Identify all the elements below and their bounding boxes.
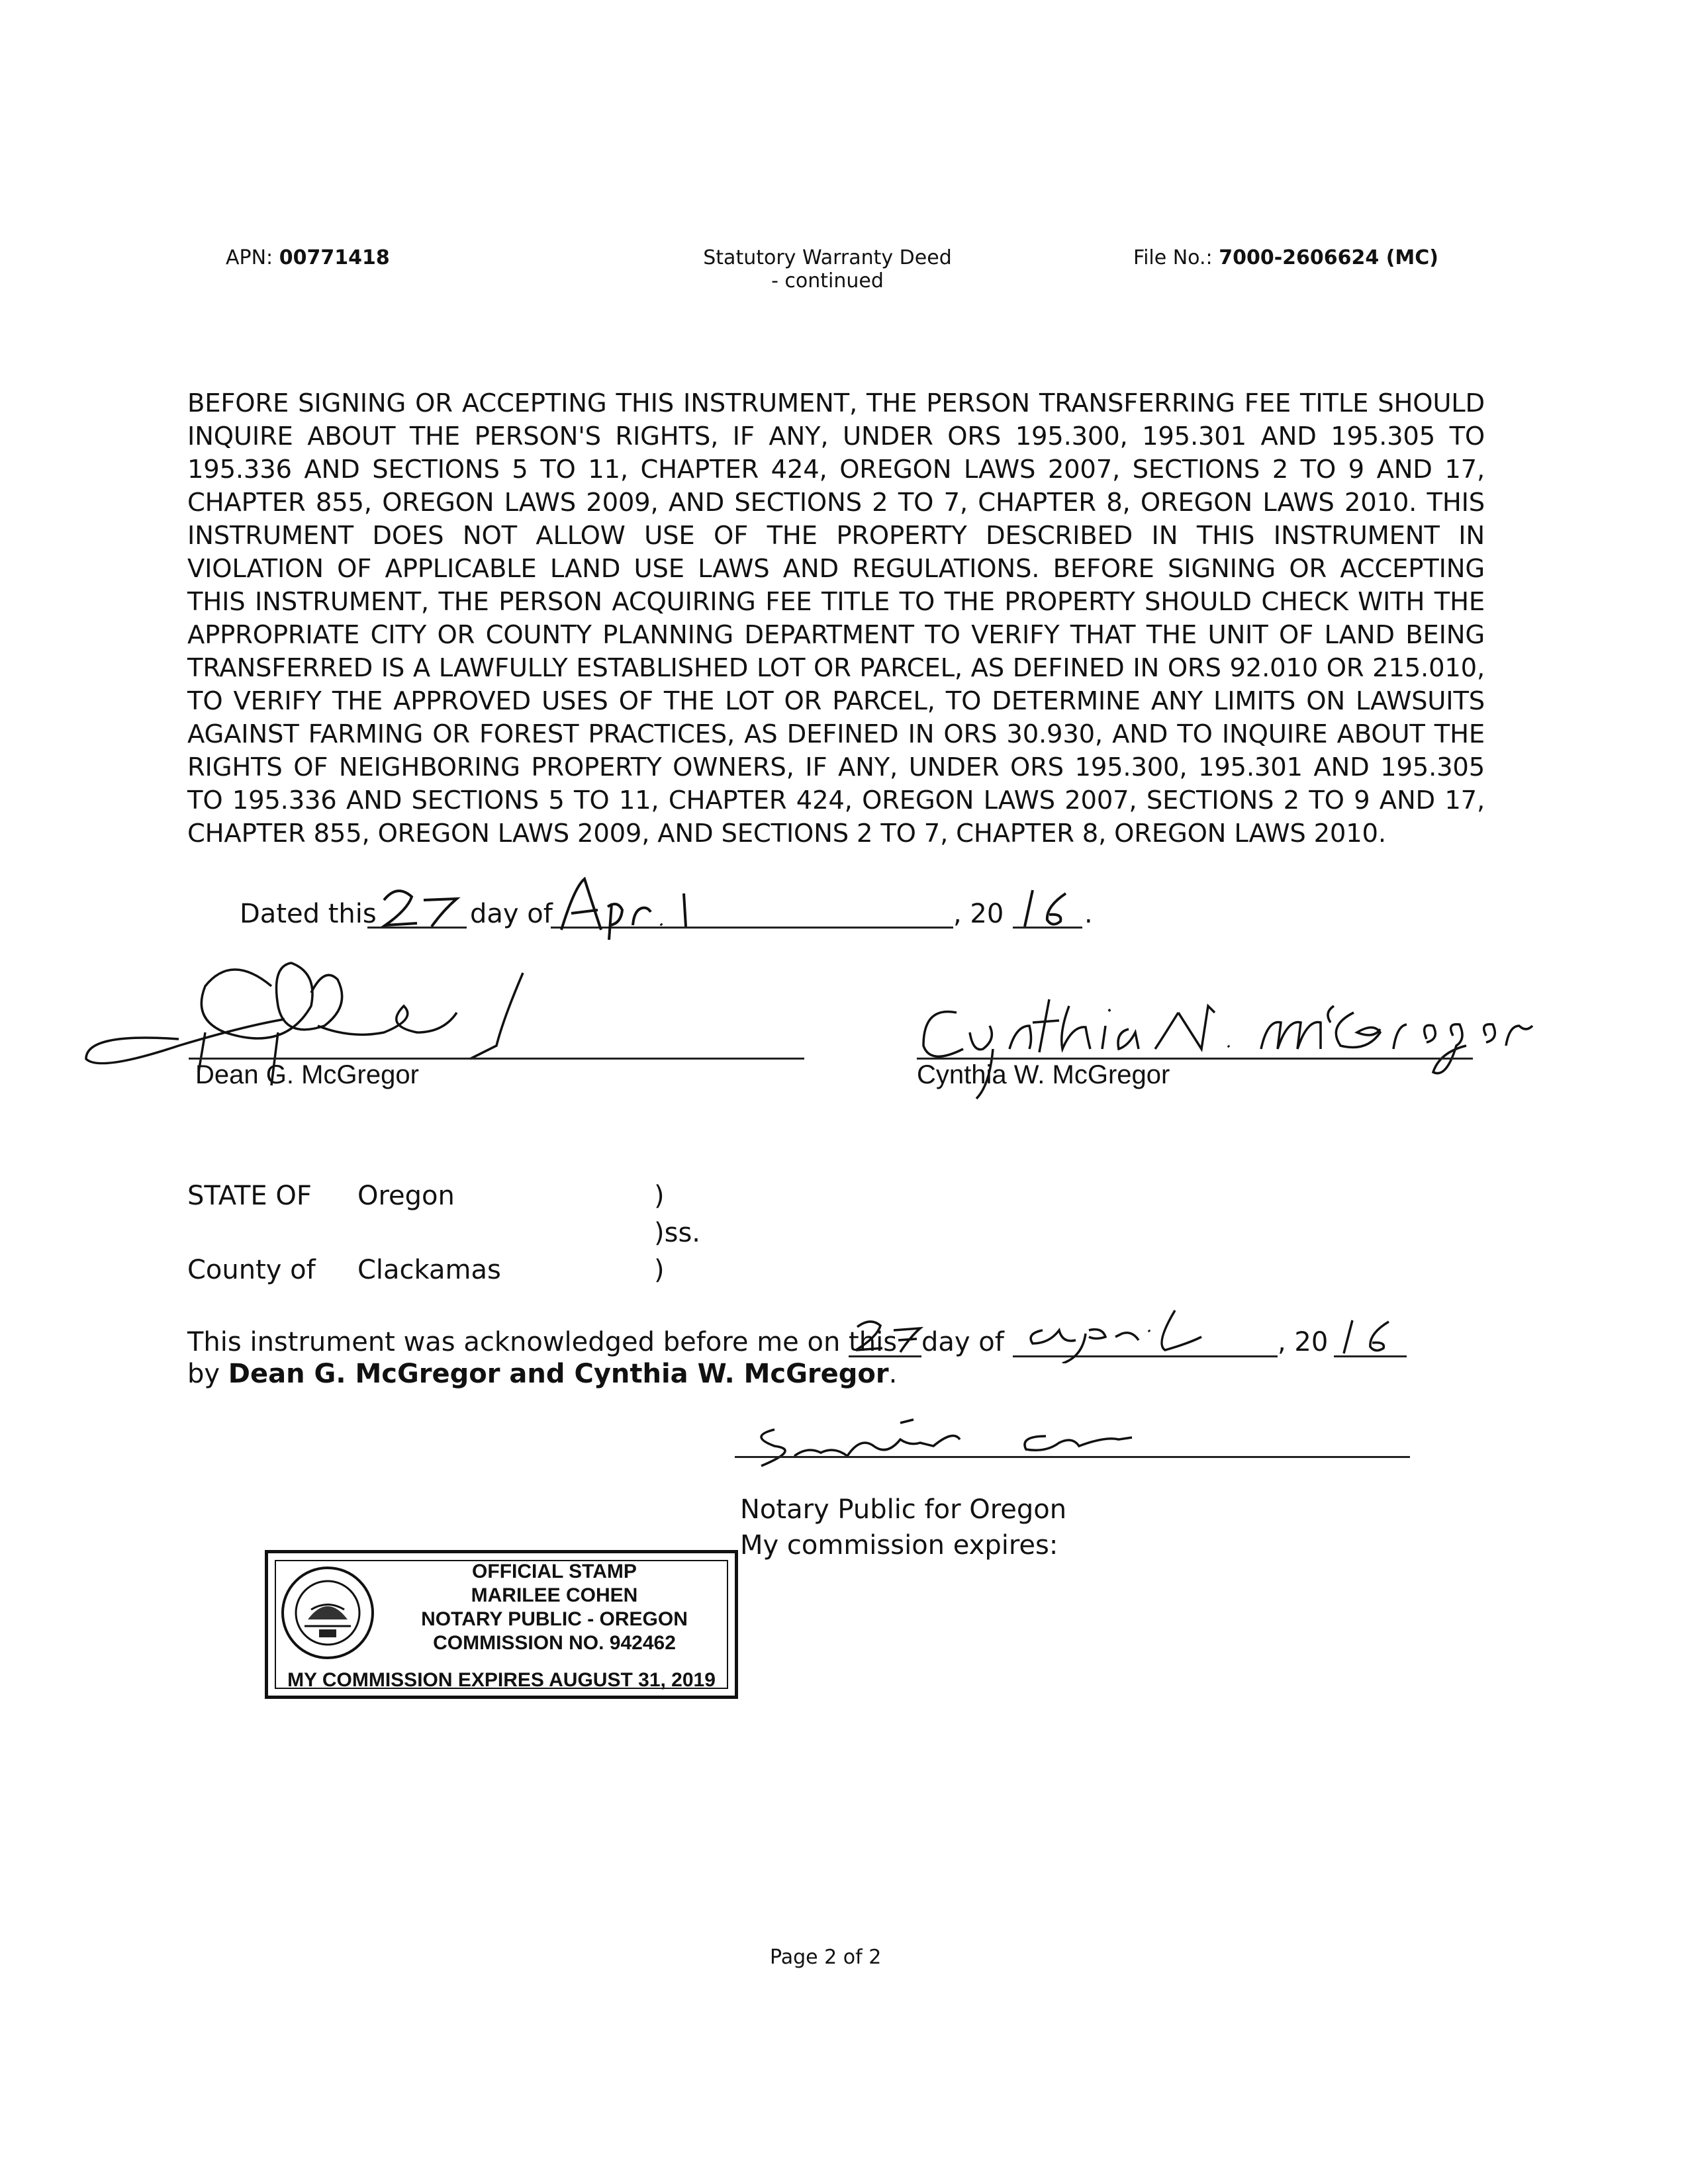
ack-by-line [187,1359,897,1389]
ack-suffix: . [888,1359,898,1389]
handwritten-month-apr [555,874,753,940]
page-number: Page 2 of 2 [770,1946,882,1969]
stamp-text-block [381,1560,728,1655]
signature-line-cynthia [917,1058,1473,1060]
acknowledgement-prefix: This instrument was acknowledged before me on this [187,1327,898,1357]
paren-close: ) [654,1255,665,1285]
handwritten-year-16 [1013,880,1092,933]
apn-value: 00771418 [279,246,390,269]
handwritten-day-27 [371,880,470,933]
stamp-line-title: NOTARY PUBLIC - OREGON [421,1608,688,1630]
document-subtitle: - continued [771,269,884,293]
county-value: Clackamas [357,1255,501,1285]
dated-year-prefix: , 20 [953,899,1004,929]
paren-open: ) [654,1181,665,1211]
signature-line-dean [189,1058,804,1060]
document-title [662,246,993,293]
paren-ss: )ss. [654,1218,700,1248]
apn-label: APN: [226,246,273,269]
ack-names: Dean G. McGregor and Cynthia W. McGregor [228,1359,889,1389]
file-number-value: 7000-2606624 (MC) [1219,246,1439,269]
county-label: County of [187,1255,316,1285]
land-use-disclaimer: BEFORE SIGNING OR ACCEPTING THIS INSTRUMENT, THE PERSON TRANSFERRING FEE TITLE SHOULD INQUIRE ABOUT THE PERSON'S RIGHTS, IF ANY, UNDER ORS 195.300, 195.301 AND 195.305 TO 195.336 AND SECTIONS 5 TO 11, CHAPTER 424, OREGON LAWS 2007, SECTIONS 2 TO 9 AND 17, CHAPTER 855, OREGON LAWS 2009, AND SECTIONS 2 TO 7, CHAPTER 8, OREGON LAWS 2010. THIS INSTRUMENT DOES NOT ALLOW USE OF THE PROPERTY DESCRIBED IN THIS INSTRUMENT IN VIOLATION OF APPLICABLE LAND USE LAWS AND REGULATIONS. BEFORE SIGNING OR ACCEPTING THIS INSTRUMENT, THE PERSON ACQUIRING FEE TITLE TO THE PROPERTY SHOULD CHECK WITH THE APPROPRIATE CITY OR COUNTY PLANNING DEPARTMENT TO VERIFY THAT THE UNIT OF LAND BEING TRANSFERRED IS A LAWFULLY ESTABLISHED LOT OR PARCEL, AS DEFINED IN ORS 92.010 OR 215.010, TO VERIFY THE APPROVED USES OF THE LOT OR PARCEL, TO DETERMINE ANY LIMITS ON LAWSUITS AGAINST FARMING OR FOREST PRACTICES, AS DEFINED IN ORS 30.930, AND TO INQUIRE ABOUT THE RIGHTS OF NEIGHBORING PROPERTY OWNERS, IF ANY, UNDER ORS 195.300, 195.301 AND 195.305 TO 195.336 AND SECTIONS 5 TO 11, CHAPTER 424, OREGON LAWS 2007, SECTIONS 2 TO 9 AND 17, CHAPTER 855, OREGON LAWS 2009, AND SECTIONS 2 TO 7, CHAPTER 8, OREGON LAWS 2010. [187,388,1485,848]
handwritten-ack-month-april [1023,1304,1241,1363]
document-title-text: Statutory Warranty Deed [703,246,952,269]
apn [226,246,390,269]
dated-day-label: day of [470,899,553,929]
official-notary-stamp [265,1550,738,1699]
stamp-line-name: MARILEE COHEN [471,1584,638,1606]
ack-year-prefix: , 20 [1278,1327,1329,1357]
dated-prefix: Dated this [240,899,377,929]
signature-cynthia-mcgregor [917,986,1605,1112]
stamp-line-official: OFFICIAL STAMP [472,1561,637,1582]
ack-by-prefix: by [187,1359,220,1389]
signature-notary-marilee-cohen [735,1410,1331,1476]
file-number [1133,246,1438,269]
signer-name-cynthia: Cynthia W. McGregor [917,1060,1170,1089]
notary-title: Notary Public for Oregon [740,1494,1067,1525]
handwritten-ack-year-16 [1336,1314,1415,1360]
stamp-line-expiry: MY COMMISSION EXPIRES AUGUST 31, 2019 [287,1669,716,1691]
dated-line [240,899,377,929]
state-value: Oregon [357,1181,455,1211]
file-number-label: File No.: [1133,246,1213,269]
ack-day-label: day of [921,1327,1004,1357]
notary-signature-line [735,1456,1410,1458]
commission-expires-label: My commission expires: [740,1530,1058,1561]
signer-name-dean: Dean G. McGregor [195,1060,419,1089]
oregon-seal-icon [278,1563,377,1662]
dated-suffix: . [1084,899,1093,929]
state-label: STATE OF [187,1181,312,1211]
stamp-line-commission: COMMISSION NO. 942462 [433,1632,676,1654]
handwritten-ack-day-27 [851,1314,930,1360]
